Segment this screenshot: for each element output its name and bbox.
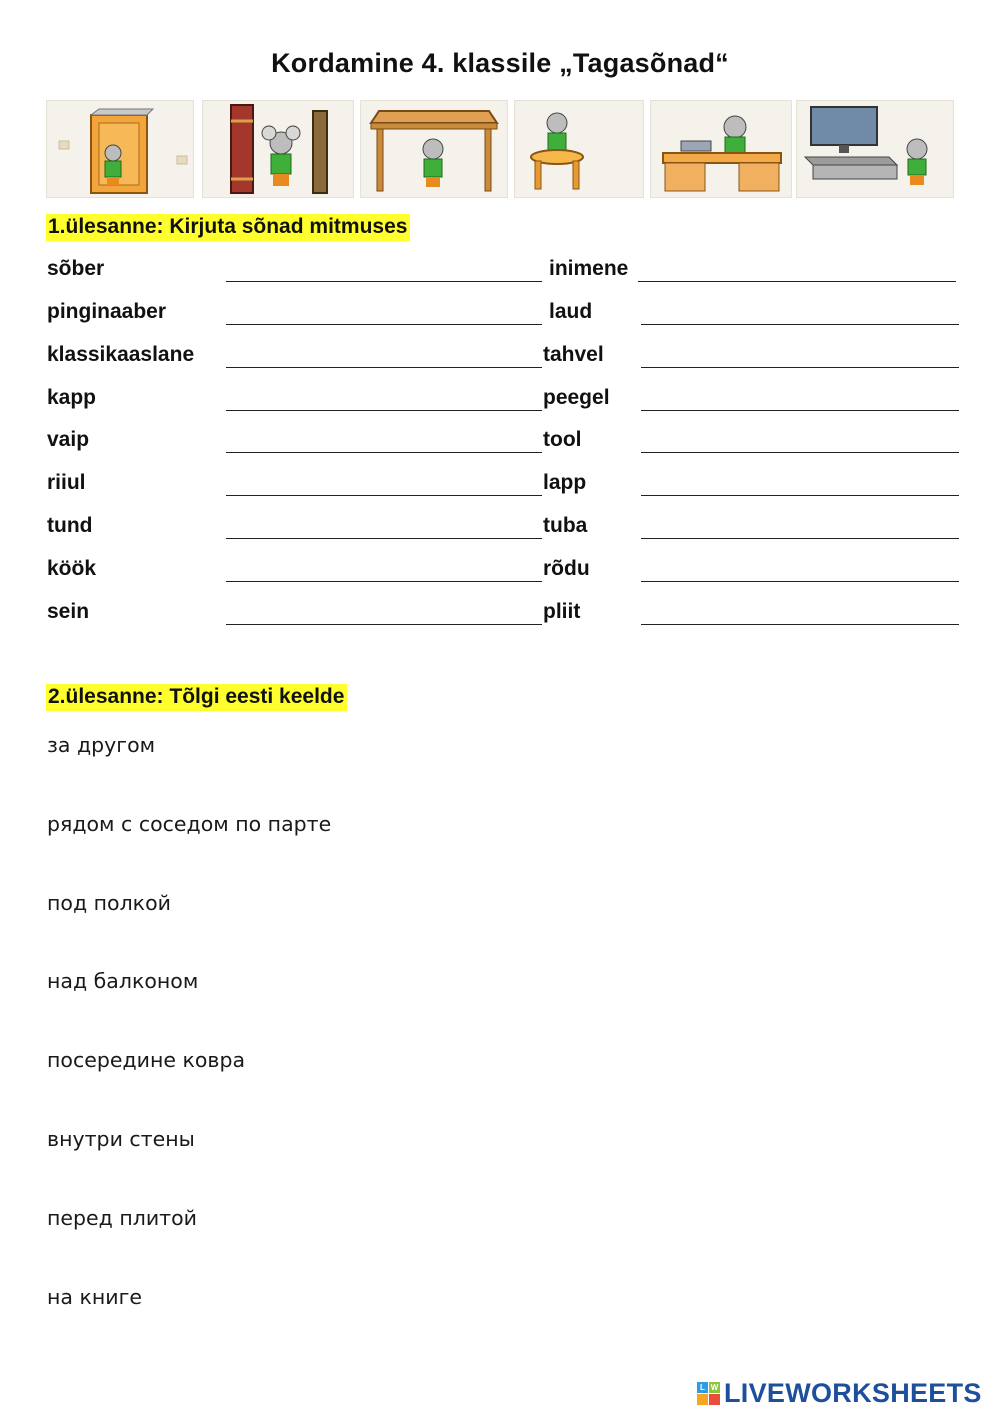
picture-mouse-between-books	[202, 100, 354, 198]
answer-line-right[interactable]	[638, 281, 956, 282]
translation-prompt: под полкой	[47, 891, 171, 915]
task1-heading: 1.ülesanne: Kirjuta sõnad mitmuses	[46, 214, 410, 241]
task1-left-word: sein	[47, 600, 90, 623]
picture-mouse-on-stool	[514, 100, 644, 198]
picture-mouse-behind-desk	[650, 100, 792, 198]
translation-prompt: рядом с соседом по парте	[47, 812, 332, 836]
answer-line-left[interactable]	[226, 367, 542, 368]
task1-right-word: tuba	[543, 514, 588, 537]
answer-line-left[interactable]	[226, 452, 542, 453]
logo-mark-icon: L W	[697, 1382, 720, 1405]
task1-right-word: tool	[543, 428, 582, 451]
task2-heading: 2.ülesanne: Tõlgi eesti keelde	[46, 684, 347, 711]
translation-prompt: перед плитой	[47, 1206, 197, 1230]
task1-right-word: rõdu	[543, 557, 590, 580]
task1-left-word: köök	[47, 557, 97, 580]
translation-prompt: внутри стены	[47, 1127, 195, 1151]
answer-line-right[interactable]	[641, 324, 959, 325]
translation-prompt: за другом	[47, 733, 156, 757]
answer-line-left[interactable]	[226, 538, 542, 539]
illustration-strip	[46, 100, 954, 198]
answer-line-right[interactable]	[641, 495, 959, 496]
task1-right-word: tahvel	[543, 343, 604, 366]
translation-prompt: посередине ковра	[47, 1048, 246, 1072]
answer-line-right[interactable]	[641, 410, 959, 411]
answer-line-right[interactable]	[641, 367, 959, 368]
liveworksheets-logo[interactable]	[697, 1378, 982, 1408]
task1-right-word: inimene	[549, 257, 629, 280]
task1-right-word: laud	[549, 300, 593, 323]
translation-prompt: над балконом	[47, 969, 199, 993]
task1-left-word: pinginaaber	[47, 300, 167, 323]
answer-line-left[interactable]	[226, 624, 542, 625]
task1-left-word: riiul	[47, 471, 86, 494]
task1-left-word: tund	[47, 514, 93, 537]
answer-line-right[interactable]	[641, 624, 959, 625]
page-title: Kordamine 4. klassile „Tagasõnad“	[271, 48, 729, 78]
answer-line-left[interactable]	[226, 581, 542, 582]
picture-mouse-next-to-tv-stand	[796, 100, 954, 198]
answer-line-left[interactable]	[226, 495, 542, 496]
task1-left-word: kapp	[47, 386, 97, 409]
translation-prompt: на книге	[47, 1285, 142, 1309]
answer-line-left[interactable]	[226, 324, 542, 325]
task1-left-word: klassikaaslane	[47, 343, 195, 366]
task1-right-word: lapp	[543, 471, 587, 494]
picture-mouse-under-table	[360, 100, 508, 198]
picture-mouse-behind-door	[46, 100, 194, 198]
brand-name: LIVEWORKSHEETS	[724, 1377, 982, 1408]
task1-left-word: sõber	[47, 257, 105, 280]
answer-line-left[interactable]	[226, 281, 542, 282]
answer-line-right[interactable]	[641, 452, 959, 453]
answer-line-right[interactable]	[641, 538, 959, 539]
answer-line-left[interactable]	[226, 410, 542, 411]
task1-right-word: pliit	[543, 600, 581, 623]
task1-right-word: peegel	[543, 386, 610, 409]
task1-left-word: vaip	[47, 428, 90, 451]
answer-line-right[interactable]	[641, 581, 959, 582]
